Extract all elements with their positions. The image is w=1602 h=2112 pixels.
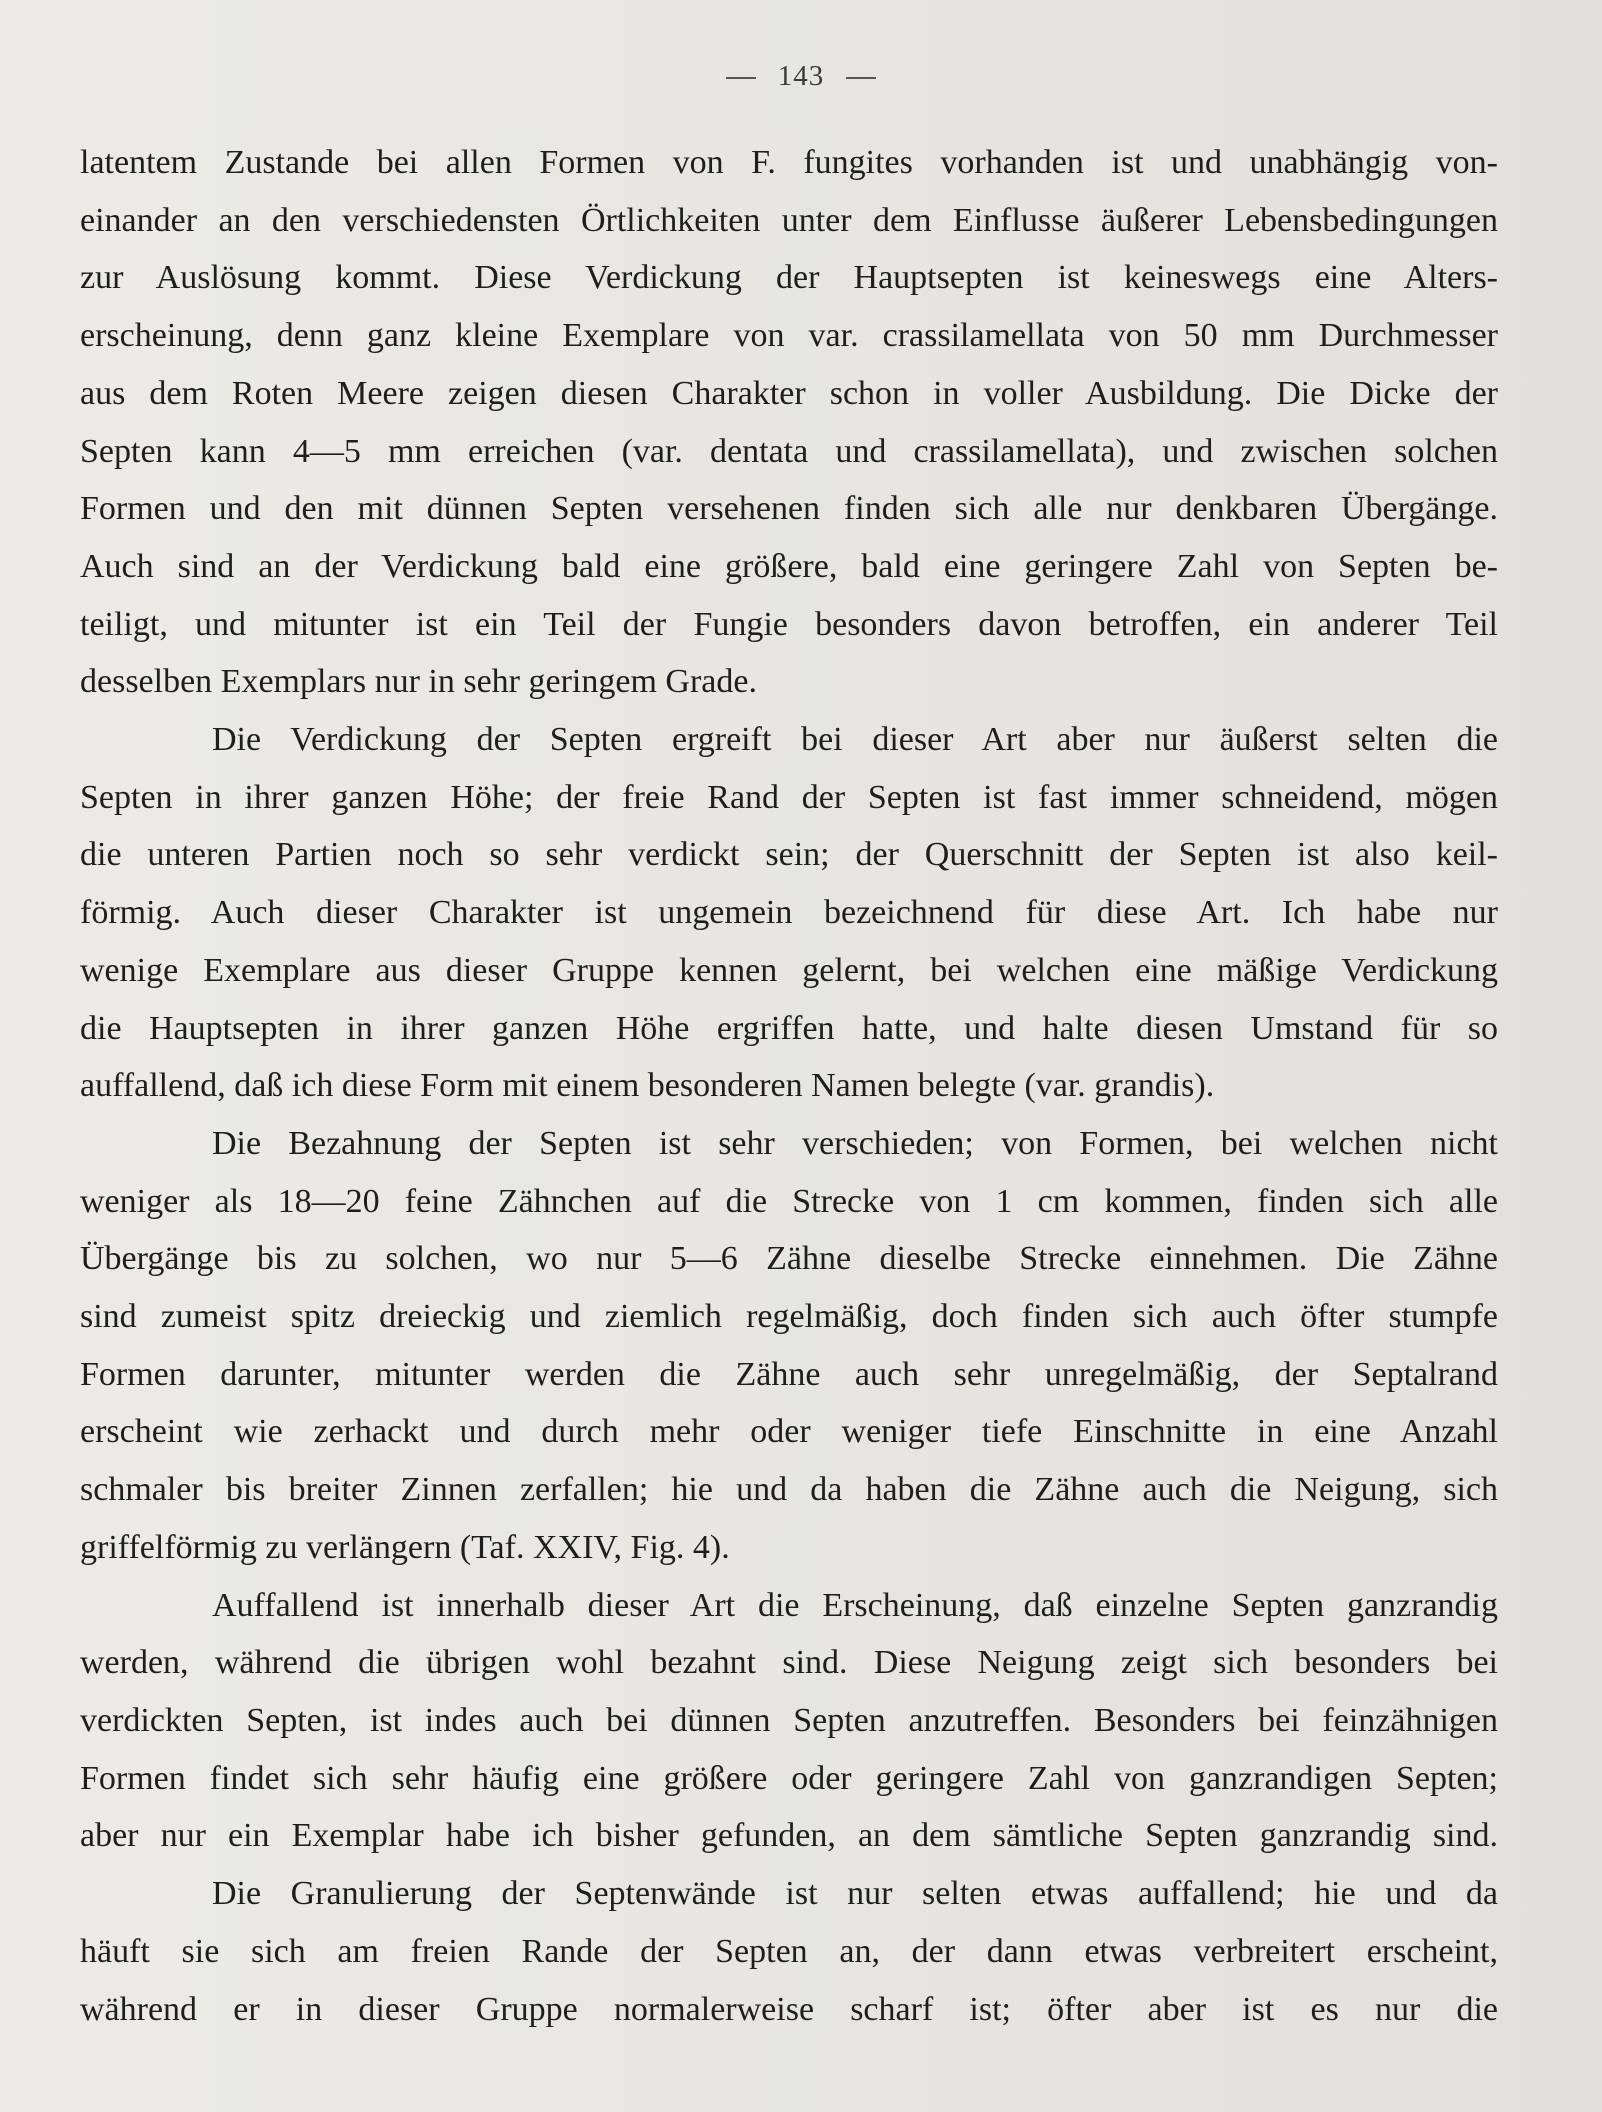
text-line: erscheinung, denn ganz kleine Exemplare von var. crassilamellata von 50 mm Durchmesser — [80, 317, 1498, 355]
text-line: die unteren Partien noch so sehr verdickt sein; der Querschnitt der Septen ist also keil- — [80, 836, 1498, 874]
text-line: während er in dieser Gruppe normalerweise scharf ist; öfter aber ist es nur die — [80, 1990, 1498, 2028]
paragraph — [80, 1115, 1498, 1577]
text-line: Die Granulierung der Septenwände ist nur selten etwas auffallend; hie und da — [212, 1875, 1498, 1913]
text-line: werden, während die übrigen wohl bezahnt sind. Diese Neigung zeigt sich besonders bei — [80, 1644, 1498, 1682]
text-line: die Hauptsepten in ihrer ganzen Höhe ergriffen hatte, und halte diesen Umstand für so — [80, 1009, 1498, 1047]
text-line: desselben Exemplars nur in sehr geringem Grade. — [80, 663, 757, 701]
text-line: aber nur ein Exemplar habe ich bisher gefunden, an dem sämtliche Septen ganzrandig sind. — [80, 1817, 1498, 1855]
paragraph — [80, 711, 1498, 1115]
text-line: griffelförmig zu verlängern (Taf. XXIV, Fig. 4). — [80, 1528, 730, 1566]
text-line: zur Auslösung kommt. Diese Verdickung der Hauptsepten ist keineswegs eine Alters- — [80, 259, 1498, 297]
text-line: Die Verdickung der Septen ergreift bei dieser Art aber nur äußerst selten die — [212, 721, 1498, 759]
text-line: weniger als 18—20 feine Zähnchen auf die Strecke von 1 cm kommen, finden sich alle — [80, 1182, 1498, 1220]
text-line: Formen darunter, mitunter werden die Zähne auch sehr unregelmäßig, der Septalrand — [80, 1355, 1498, 1393]
paragraph — [80, 134, 1498, 711]
text-line: häuft sie sich am freien Rande der Septen an, der dann etwas verbreitert erscheint, — [80, 1932, 1498, 1970]
text-line: Formen findet sich sehr häufig eine größere oder geringere Zahl von ganzrandigen Septen; — [80, 1759, 1498, 1797]
text-line: verdickten Septen, ist indes auch bei dünnen Septen anzutreffen. Besonders bei feinzähnigen — [80, 1701, 1498, 1739]
text-line: Auffallend ist innerhalb dieser Art die Erscheinung, daß einzelne Septen ganzrandig — [212, 1586, 1498, 1624]
text-line: auffallend, daß ich diese Form mit einem besonderen Namen belegte (var. grandis). — [80, 1067, 1215, 1105]
page-header — [0, 60, 1602, 93]
text-line: schmaler bis breiter Zinnen zerfallen; hie und da haben die Zähne auch die Neigung, sich — [80, 1471, 1498, 1509]
text-line: einander an den verschiedensten Örtlichkeiten unter dem Einflusse äußerer Lebensbedingungen — [80, 201, 1498, 239]
text-line: sind zumeist spitz dreieckig und ziemlich regelmäßig, doch finden sich auch öfter stumpfe — [80, 1298, 1498, 1336]
text-line: latentem Zustande bei allen Formen von F. fungites vorhanden ist und unabhängig von- — [80, 144, 1498, 181]
text-line: förmig. Auch dieser Charakter ist ungemein bezeichnend für diese Art. Ich habe nur — [80, 894, 1498, 932]
paragraph — [80, 1577, 1498, 1866]
text-line: teiligt, und mitunter ist ein Teil der Fungie besonders davon betroffen, ein anderer Teil — [80, 605, 1498, 643]
paragraph — [80, 1865, 1498, 2038]
page-number: 143 — [777, 60, 825, 92]
text-line: Formen und den mit dünnen Septen versehenen finden sich alle nur denkbaren Übergänge. — [80, 490, 1498, 528]
text-line: Übergänge bis zu solchen, wo nur 5—6 Zähne dieselbe Strecke einnehmen. Die Zähne — [80, 1240, 1498, 1278]
header-dash-right — [846, 77, 876, 79]
header-dash-left — [726, 77, 756, 79]
text-line: erscheint wie zerhackt und durch mehr oder weniger tiefe Einschnitte in eine Anzahl — [80, 1413, 1498, 1451]
body-text — [80, 134, 1498, 2038]
text-line: Septen kann 4—5 mm erreichen (var. dentata und crassilamellata), und zwischen solchen — [80, 432, 1498, 470]
text-line: wenige Exemplare aus dieser Gruppe kennen gelernt, bei welchen eine mäßige Verdickung — [80, 951, 1498, 989]
text-line: Auch sind an der Verdickung bald eine größere, bald eine geringere Zahl von Septen be- — [80, 547, 1498, 585]
text-line: Septen in ihrer ganzen Höhe; der freie Rand der Septen ist fast immer schneidend, mögen — [80, 778, 1498, 816]
text-line: Die Bezahnung der Septen ist sehr verschieden; von Formen, bei welchen nicht — [212, 1124, 1498, 1162]
text-line: aus dem Roten Meere zeigen diesen Charakter schon in voller Ausbildung. Die Dicke der — [80, 374, 1498, 412]
